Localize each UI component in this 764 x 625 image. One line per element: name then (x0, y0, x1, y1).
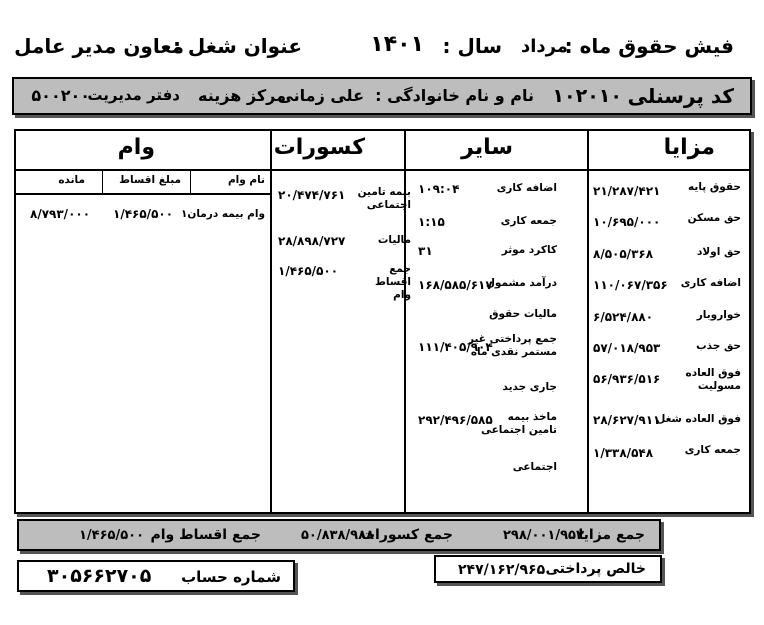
sayer-label: ماخذ بیمه تامین اجتماعی (480, 411, 557, 436)
section-kosurat-header: کسورات (273, 135, 365, 160)
payslip-main-table (14, 129, 751, 514)
section-sayer-header: سایر (461, 135, 513, 160)
cost-center-code: ۵۰۰۲۰۰ (31, 86, 90, 105)
total-kosurat-value: ۵۰/۸۳۸/۹۸۸ (301, 528, 374, 543)
sayer-label: اضافه کاری (496, 182, 557, 194)
loan-remaining: ۸/۷۹۳/۰۰۰ (30, 207, 91, 221)
slip-month: مرداد (521, 36, 568, 57)
personnel-code: ۱۰۲۰۱۰ (552, 85, 622, 107)
account-number-label: شماره حساب (181, 568, 281, 586)
name-label: نام و نام خانوادگی : (375, 86, 534, 105)
job-title-value: معاون مدیر عامل (14, 34, 184, 58)
account-number-box (17, 560, 295, 592)
mazaya-label: جمعه کاری (684, 444, 741, 456)
mazaya-label: اضافه کاری (680, 277, 741, 289)
sayer-label: جمعه کاری (500, 215, 557, 227)
net-pay-label: خالص پرداختی (545, 561, 646, 577)
kosurat-value: ۲۸/۸۹۸/۷۲۷ (278, 234, 346, 248)
mazaya-value: ۲۸/۶۲۷/۹۱۱ (593, 413, 661, 427)
mazaya-label: حق اولاد (696, 246, 741, 258)
mazaya-value: ۱۰/۶۹۵/۰۰۰ (593, 215, 661, 229)
kosurat-label: بیمه تامین اجتماعی (357, 186, 411, 211)
sayer-label: جاری جدید (502, 381, 557, 393)
mazaya-label: حقوق پایه (688, 181, 741, 193)
total-loan-value: ۱/۴۶۵/۵۰۰ (79, 528, 145, 543)
sayer-label: درآمد مشمول (485, 277, 557, 289)
sayer-label: جمع پرداختی غیر مستمر نقدی ماه (467, 333, 557, 358)
sayer-value: ۱۰۹:۰۴ (418, 182, 460, 196)
mazaya-value: ۵۷/۰۱۸/۹۵۳ (593, 341, 661, 355)
employee-name: علی زمانی (277, 86, 364, 105)
sayer-value: ۳۱ (418, 244, 433, 258)
total-mazaya-value: ۲۹۸/۰۰۱/۹۵۳ (503, 528, 584, 543)
loan-header-remaining: مانده (58, 174, 85, 186)
mazaya-value: ۲۱/۲۸۷/۴۲۱ (593, 184, 661, 198)
loan-header-installment: مبلغ اقساط (119, 174, 181, 186)
mazaya-value: ۱۱۰/۰۶۷/۳۵۶ (593, 278, 668, 292)
net-pay-box (434, 555, 662, 583)
kosurat-value: ۲۰/۴۷۴/۷۶۱ (278, 188, 346, 202)
mazaya-label: حق مسکن (687, 212, 741, 224)
mazaya-label: حق جذب (696, 340, 741, 352)
net-pay-value: ۲۴۷/۱۶۲/۹۶۵ (458, 562, 546, 578)
mazaya-value: ۱/۳۳۸/۵۴۸ (593, 446, 654, 460)
mazaya-label: فوق العاده مسولیت (685, 367, 741, 392)
kosurat-label: جمع اقساط وام (374, 263, 411, 301)
sayer-label: کاکرد موثر (501, 244, 557, 256)
mazaya-label: خواروبار (696, 309, 741, 321)
year-value: ۱۴۰۱ (370, 32, 424, 57)
sayer-label: اجتماعی (512, 461, 557, 473)
cost-center-label: مرکز هزینه (198, 86, 286, 105)
sayer-value: ۱:۱۵ (418, 215, 445, 229)
sayer-value: ۱۱۱/۴۰۵/۹۰۴ (418, 340, 493, 354)
sayer-value: ۱۶۸/۵۸۵/۶۱۷ (418, 278, 493, 292)
slip-title: فیش حقوق ماه : (564, 34, 734, 58)
loan-installment: ۱/۴۶۵/۵۰۰ (113, 207, 174, 221)
total-kosurat-label: جمع کسورات (360, 527, 453, 543)
job-title-label: عنوان شغل : (172, 34, 302, 58)
employee-info-bar (12, 77, 752, 115)
mazaya-label: فوق العاده شغل (656, 413, 741, 425)
kosurat-label: مالیات (377, 234, 411, 246)
section-mazaya-header: مزایا (663, 135, 715, 160)
cost-center: دفتر مدیریت (87, 86, 180, 104)
mazaya-value: ۵۶/۹۳۶/۵۱۶ (593, 372, 661, 386)
mazaya-value: ۸/۵۰۵/۳۶۸ (593, 247, 654, 261)
total-loan-label: جمع اقساط وام (150, 527, 261, 543)
personnel-code-label: کد پرسنلی (627, 84, 734, 108)
sayer-label: مالیات حقوق (489, 308, 557, 320)
total-mazaya-label: جمع مزایا (578, 527, 645, 543)
section-vam-header: وام (117, 135, 155, 160)
loan-name: وام بیمه درمان۱ (180, 208, 265, 220)
year-label: سال : (442, 34, 502, 58)
mazaya-value: ۶/۵۲۴/۸۸۰ (593, 310, 654, 324)
sayer-value: ۲۹۲/۴۹۶/۵۸۵ (418, 413, 493, 427)
kosurat-value: ۱/۴۶۵/۵۰۰ (278, 264, 339, 278)
account-number-value: ۳۰۵۶۶۲۷۰۵ (47, 565, 152, 587)
totals-bar (17, 519, 661, 551)
loan-header-name: نام وام (227, 174, 265, 186)
